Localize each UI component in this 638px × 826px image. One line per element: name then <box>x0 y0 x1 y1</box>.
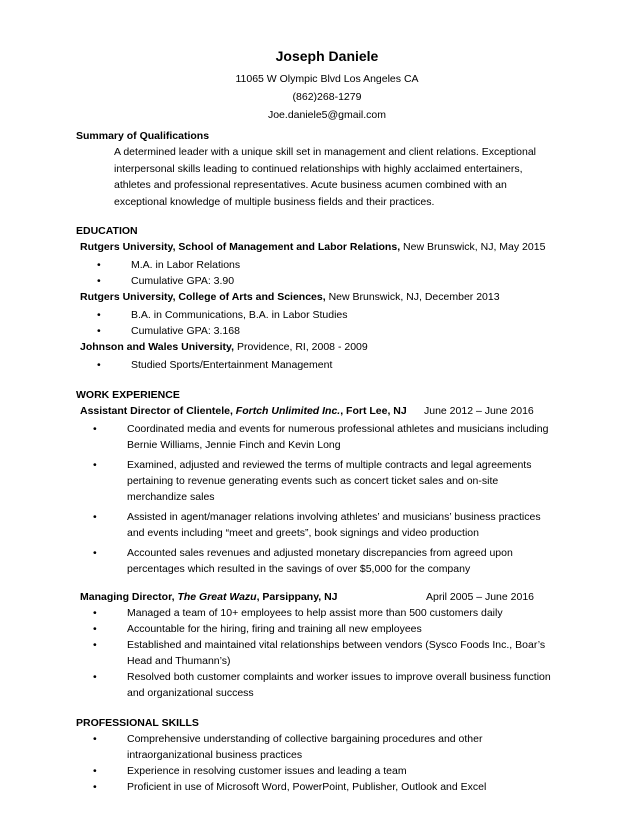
address: 11065 W Olympic Blvd Los Angeles CA <box>235 73 419 85</box>
bullet-glyph: • <box>93 511 97 523</box>
summary-body <box>114 144 578 210</box>
summary-line: A determined leader with a unique skill set in management and client relations. Exceptional <box>114 146 536 158</box>
bullet-text: Examined, adjusted and reviewed the terms of multiple contracts and legal agreements <box>127 459 532 471</box>
job-location: , Fort Lee, NJ <box>340 405 407 417</box>
summary-line: athletes and professional representatives. Acute business acumen combined with an <box>114 179 507 191</box>
job-dates: June 2012 – June 2016 <box>424 405 534 417</box>
email: Joe.daniele5@gmail.com <box>267 109 387 121</box>
bullet-glyph: • <box>97 309 101 321</box>
school-line <box>80 289 578 305</box>
bullet-text: Accountable for the hiring, firing and training all new employees <box>127 623 422 635</box>
education-bullets <box>80 257 578 289</box>
bullet-text: pertaining to revenue generating events such as concert ticket sales and on-site <box>127 475 499 487</box>
job-bullets <box>76 421 578 577</box>
list-item <box>94 357 578 373</box>
bullet-text: and organizational success <box>127 687 254 699</box>
job-title: Assistant Director of Clientele, <box>80 405 233 417</box>
company-name: The Great Wazu <box>177 591 257 603</box>
school-line <box>80 239 578 255</box>
bullet-glyph: • <box>93 733 97 745</box>
education-bullets <box>80 307 578 339</box>
summary-heading: Summary of Qualifications <box>76 130 210 142</box>
bullet-glyph: • <box>93 639 97 651</box>
bullet-text: Assisted in agent/manager relations involving athletes’ and musicians’ business practices <box>127 511 541 523</box>
skills-bullets <box>76 731 578 795</box>
school-name: Rutgers University, College of Arts and Sciences, <box>80 291 326 303</box>
list-item <box>90 605 578 621</box>
bullet-glyph: • <box>93 781 97 793</box>
bullet-text: intraorganizational business practices <box>127 749 303 761</box>
bullet-glyph: • <box>93 459 97 471</box>
bullet-text: B.A. in Communications, B.A. in Labor Studies <box>131 309 348 321</box>
job-title-line <box>80 589 338 605</box>
list-item <box>90 457 578 505</box>
job-title: Managing Director, <box>80 591 175 603</box>
bullet-glyph: • <box>93 623 97 635</box>
resume-header <box>76 48 578 124</box>
bullet-text: Resolved both customer complaints and worker issues to improve overall business function <box>127 671 551 683</box>
job-location: , Parsippany, NJ <box>256 591 338 603</box>
bullet-glyph: • <box>97 325 101 337</box>
list-item <box>90 763 578 779</box>
list-item <box>90 637 578 669</box>
skills-heading: PROFESSIONAL SKILLS <box>76 717 199 729</box>
job-title-line <box>80 403 407 419</box>
bullet-text: merchandize sales <box>127 491 215 503</box>
bullet-text: and events including “meet and greets”, book signings and video production <box>127 527 479 539</box>
company-name: Fortch Unlimited Inc. <box>235 405 341 417</box>
education-entry <box>80 239 578 289</box>
summary-line: interpersonal skills leading to continued relationships with highly acclaimed entertainers, <box>114 162 523 175</box>
bullet-glyph: • <box>93 423 97 435</box>
education-bullets <box>80 357 578 373</box>
bullet-glyph: • <box>97 359 101 371</box>
bullet-glyph: • <box>93 671 97 683</box>
bullet-text: Proficient in use of Microsoft Word, PowerPoint, Publisher, Outlook and Excel <box>127 781 487 793</box>
list-item <box>90 421 578 453</box>
school-detail: New Brunswick, NJ, December 2013 <box>325 291 500 303</box>
summary-line: exceptional knowledge of multiple business fields and their practices. <box>114 195 435 208</box>
bullet-text: Experience in resolving customer issues and leading a team <box>127 765 407 777</box>
list-item <box>90 621 578 637</box>
bullet-text: Managed a team of 10+ employees to help assist more than 500 customers daily <box>127 607 503 619</box>
bullet-text: Bernie Williams, Jennie Finch and Kevin Long <box>127 439 341 451</box>
bullet-text: Cumulative GPA: 3.168 <box>131 325 240 337</box>
school-detail: New Brunswick, NJ, May 2015 <box>400 241 546 253</box>
list-item <box>94 307 578 323</box>
work-heading: WORK EXPERIENCE <box>76 389 180 401</box>
bullet-text: Established and maintained vital relationships between vendors (Sysco Foods Inc., Boar’s <box>127 639 546 651</box>
candidate-name: Joseph Daniele <box>275 48 379 64</box>
job-bullets <box>76 605 578 701</box>
bullet-text: M.A. in Labor Relations <box>131 259 241 271</box>
bullet-text: percentages which resulted in the savings of over $5,000 for the company <box>127 563 471 575</box>
education-entry <box>80 289 578 339</box>
bullet-text: Coordinated media and events for numerous professional athletes and musicians including <box>127 423 549 435</box>
bullet-glyph: • <box>97 275 101 287</box>
education-heading: EDUCATION <box>76 225 138 237</box>
bullet-glyph: • <box>93 547 97 559</box>
school-detail: Providence, RI, 2008 - 2009 <box>234 341 368 353</box>
job-title-row <box>76 403 578 419</box>
bullet-glyph: • <box>93 765 97 777</box>
education-entry <box>80 339 578 373</box>
list-item <box>90 545 578 577</box>
job-dates: April 2005 – June 2016 <box>426 591 534 603</box>
bullet-text: Comprehensive understanding of collective bargaining procedures and other <box>127 733 483 745</box>
list-item <box>90 731 578 763</box>
bullet-glyph: • <box>97 259 101 271</box>
job-title-row <box>76 589 578 605</box>
list-item <box>94 273 578 289</box>
school-name: Rutgers University, School of Management and Labor Relations, <box>80 241 401 253</box>
bullet-text: Studied Sports/Entertainment Management <box>131 359 333 371</box>
phone: (862)268-1279 <box>292 91 362 103</box>
bullet-text: Head and Thumann’s) <box>127 655 231 667</box>
list-item <box>94 257 578 273</box>
school-line <box>80 339 578 355</box>
list-item <box>90 779 578 795</box>
bullet-text: Cumulative GPA: 3.90 <box>131 275 235 287</box>
list-item <box>90 509 578 541</box>
bullet-text: Accounted sales revenues and adjusted monetary discrepancies from agreed upon <box>127 547 513 559</box>
list-item <box>94 323 578 339</box>
bullet-glyph: • <box>93 607 97 619</box>
list-item <box>90 669 578 701</box>
school-name: Johnson and Wales University, <box>80 341 235 353</box>
